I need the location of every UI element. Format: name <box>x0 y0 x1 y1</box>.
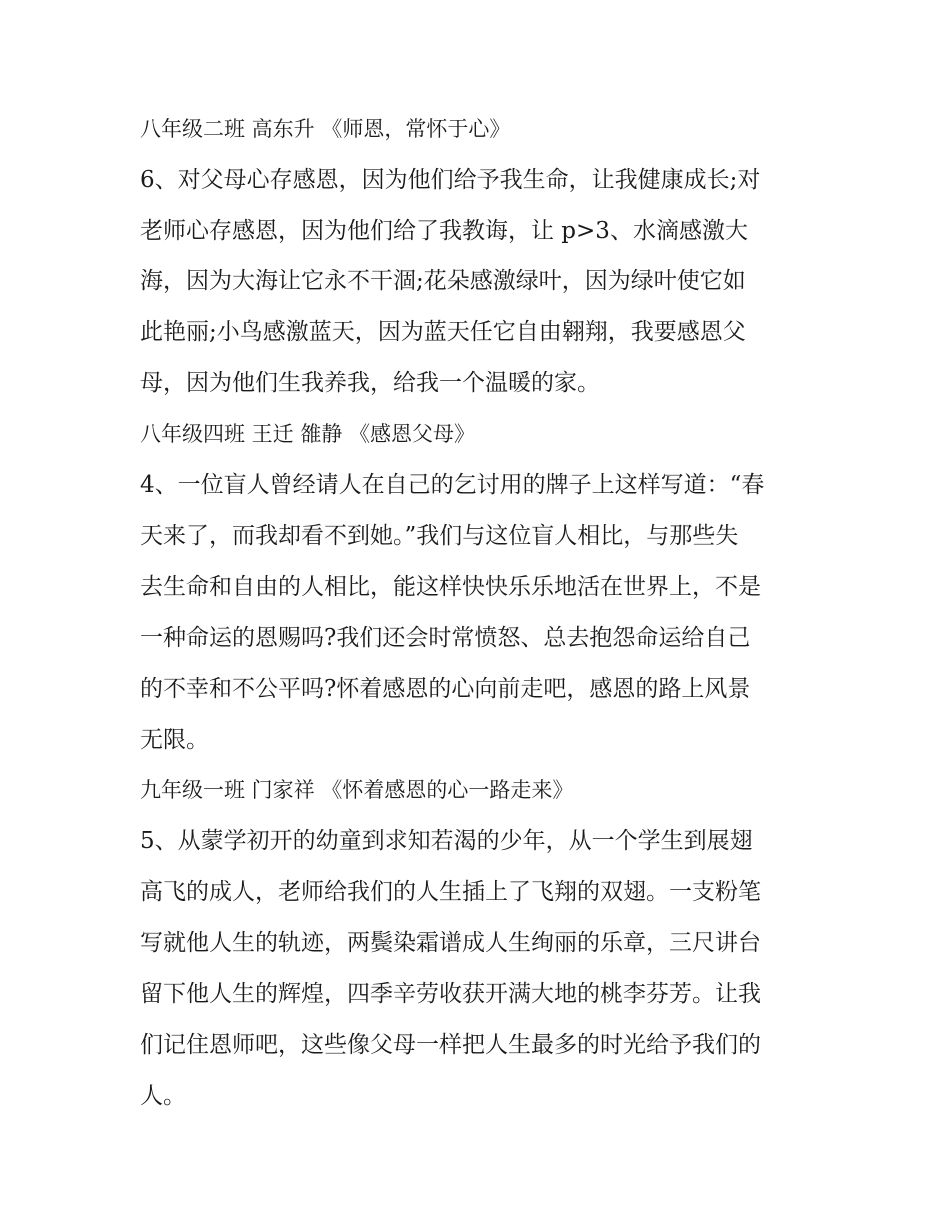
paragraph-line: 高飞的成人，老师给我们的人生插上了飞翔的双翅。一支粉笔 <box>140 879 761 905</box>
paragraph-line: 一种命运的恩赐吗?我们还会时常愤怒、总去抱怨命运给自己 <box>140 625 751 651</box>
paragraph-line: 海，因为大海让它永不干涸;花朵感激绿叶，因为绿叶使它如 <box>140 268 746 294</box>
paragraph-line: 们记住恩师吧，这些像父母一样把人生最多的时光给予我们的 <box>140 1032 761 1058</box>
paragraph-line: 的不幸和不公平吗?怀着感恩的心向前走吧，感恩的路上风景 <box>140 676 751 702</box>
paragraph-line: 6、对父母心存感恩，因为他们给予我生命，让我健康成长;对 <box>140 167 761 193</box>
paragraph-line: 老师心存感恩，因为他们给了我教诲，让 p>3、水滴感激大 <box>140 218 748 244</box>
paragraph-line: 母，因为他们生我养我，给我一个温暖的家。 <box>140 370 600 396</box>
paragraph-line: 4、一位盲人曾经请人在自己的乞讨用的牌子上这样写道：“春 <box>140 472 765 498</box>
paragraph-line: 去生命和自由的人相比，能这样快快乐乐地活在世界上，不是 <box>140 574 761 600</box>
attribution-line: 八年级四班 王迁 雒静 《感恩父母》 <box>140 422 476 446</box>
paragraph-line: 写就他人生的轨迹，两鬓染霜谱成人生绚丽的乐章，三尺讲台 <box>140 930 761 956</box>
paragraph-line: 5、从蒙学初开的幼童到求知若渴的少年，从一个学生到展翅 <box>140 828 753 854</box>
paragraph-line: 天来了，而我却看不到她。”我们与这位盲人相比，与那些失 <box>140 523 739 549</box>
attribution-line: 九年级一班 门家祥 《怀着感恩的心一路走来》 <box>140 778 574 802</box>
paragraph-line: 人。 <box>140 1083 186 1109</box>
paragraph-line: 此艳丽;小鸟感激蓝天，因为蓝天任它自由翱翔，我要感恩父 <box>140 319 746 345</box>
paragraph-line: 留下他人生的辉煌，四季辛劳收获开满大地的桃李芬芳。让我 <box>140 981 761 1007</box>
attribution-line: 八年级二班 高东升 《师恩，常怀于心》 <box>140 117 511 141</box>
paragraph-line: 无限。 <box>140 727 209 753</box>
